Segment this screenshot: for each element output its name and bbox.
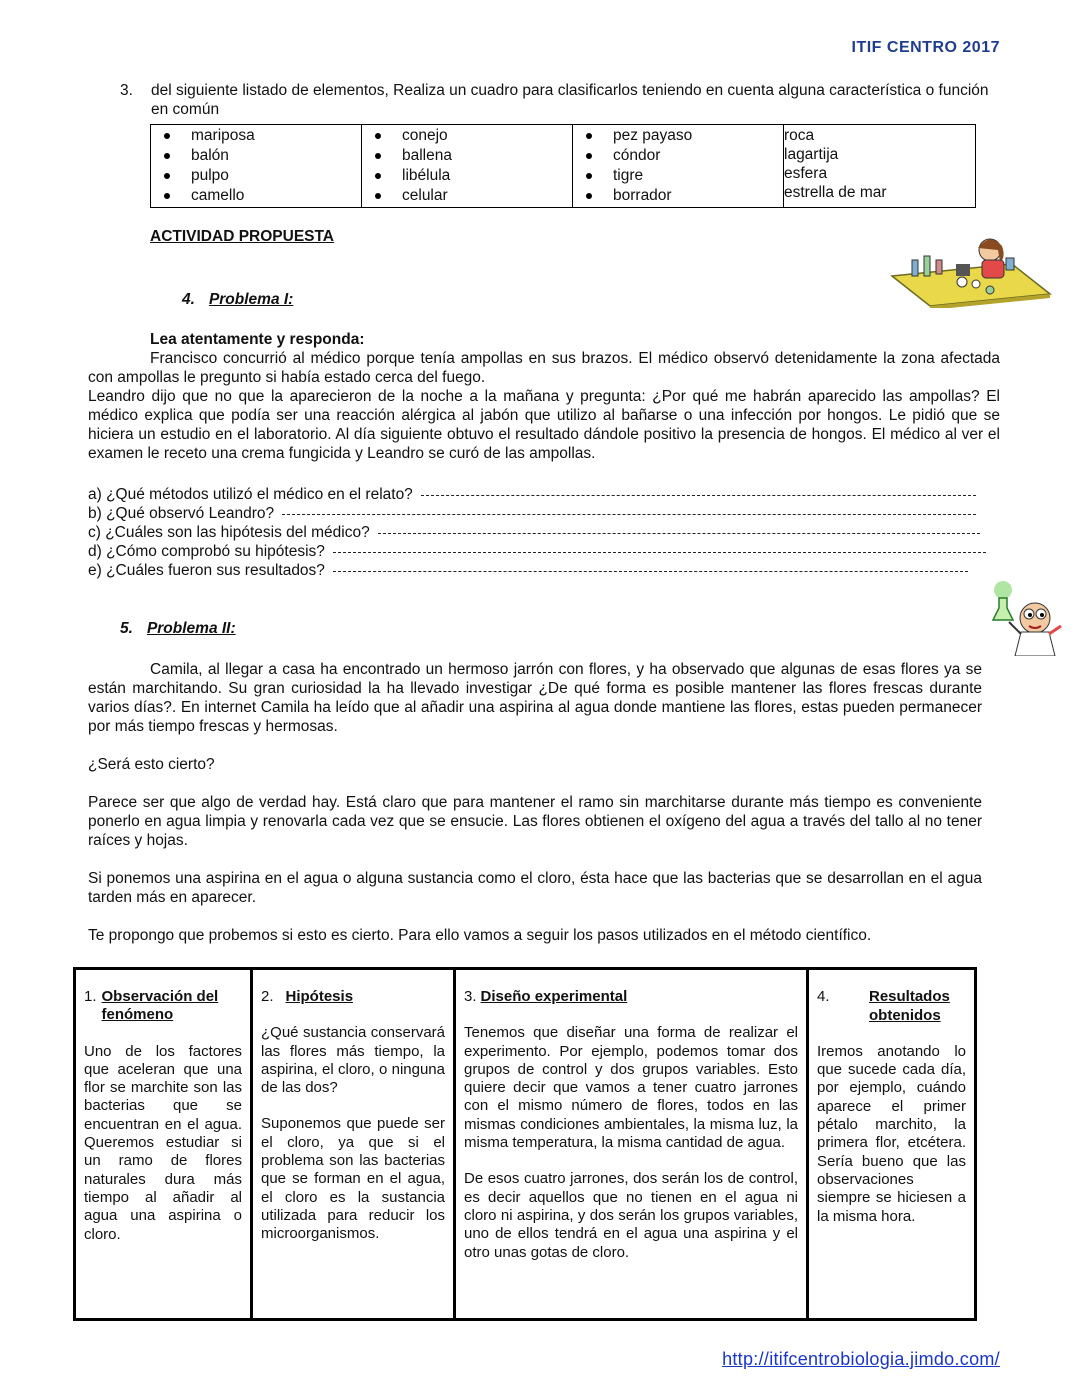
column-heading (84, 988, 242, 1025)
question-item: e) ¿Cuáles fueron sus resultados? (88, 562, 325, 579)
list-item: pez payaso (613, 126, 779, 146)
method-column-hypothesis (252, 969, 455, 1320)
problem-1-heading (182, 290, 293, 309)
elements-column-1 (151, 125, 362, 208)
questions-list (88, 485, 988, 580)
problem-title: Problema II: (146, 620, 236, 637)
list-item: esfera (784, 165, 828, 182)
question-item: c) ¿Cuáles son las hipótesis del médico? (88, 524, 370, 541)
scientist-illustration (985, 576, 1065, 656)
list-item: pulpo (191, 166, 357, 186)
column-heading (261, 988, 445, 1006)
question-item: d) ¿Cómo comprobó su hipótesis? (88, 543, 325, 560)
problem-number: 4. (182, 291, 195, 308)
story-paragraph: Francisco concurrió al médico porque tenía ampollas en sus brazos. El médico observó detenidamente la zona afectada con ampollas le pregunto si había estado cerca del fuego. (88, 350, 1000, 386)
problem-number: 5. (120, 620, 133, 637)
column-heading (817, 988, 966, 1025)
list-item: lagartija (784, 146, 839, 163)
elements-column-3 (573, 125, 784, 208)
method-column-design (455, 969, 808, 1320)
column-title: Observación del fenómeno (101, 988, 219, 1024)
problem-title: Problema I: (208, 291, 294, 308)
instruction: Lea atentamente y responda: (150, 331, 365, 348)
list-item: conejo (402, 126, 568, 146)
list-item: tigre (613, 166, 779, 186)
story-paragraph: Camila, al llegar a casa ha encontrado un hermoso jarrón con flores, y ha observado que algunas de esas flores ya se están marchitando. Su gran curiosidad la ha llevado investigar ¿De qué forma es posible mantener las flores frescas durante varios días?. En internet Camila ha leído que al añadir una aspirina al agua donde mantiene las flores, estas pueden permanecer por más tiempo frescas y hermosas. (88, 661, 982, 735)
list-item: ballena (402, 146, 568, 166)
story-paragraph: ¿Será esto cierto? (88, 756, 215, 773)
column-number: 1. (84, 988, 97, 1005)
column-text: De esos cuatro jarrones, dos serán los de control, es decir aquellos que no tienen en el agua ni cloro ni aspirina, y dos serán los grupos variables, uno de ellos tendrá en el agua una aspirina y el otro unas gotas de cloro. (464, 1170, 798, 1261)
problem-2-text (88, 660, 982, 945)
activity-heading: ACTIVIDAD PROPUESTA (150, 228, 335, 245)
elements-table (150, 124, 976, 208)
list-item: libélula (402, 166, 568, 186)
question-item: b) ¿Qué observó Leandro? (88, 505, 275, 522)
method-column-observation (75, 969, 252, 1320)
answer-line (282, 514, 976, 515)
header-title: ITIF CENTRO 2017 (851, 39, 1000, 56)
column-heading (464, 988, 798, 1006)
column-text: Suponemos que puede ser el cloro, ya que si el problema son las bacterias que se forman en el agua, el cloro es la sustancia utilizada para reducir los microorganismos. (261, 1115, 445, 1243)
list-item: borrador (613, 186, 779, 206)
column-number: 3. (464, 988, 477, 1005)
story-paragraph: Parece ser que algo de verdad hay. Está claro que para mantener el ramo sin marchitarse durante más tiempo es conveniente ponerlo en agua limpia y renovarla cada vez que se ensucie. Las flores obtienen el oxígeno del agua a través del tallo al no tener raíces y hojas. (88, 794, 982, 849)
question-item: a) ¿Qué métodos utilizó el médico en el relato? (88, 486, 413, 503)
column-text: Tenemos que diseñar una forma de realizar el experimento. Por ejemplo, podemos tomar dos grupos de control y dos grupos variables. Esto quiere decir que vamos a tener cuatro jarrones con el mismo número de flores, todos en las mismas condiciones ambientales, la misma luz, la misma temperatura, la misma cantidad de agua. (464, 1024, 798, 1152)
answer-line (421, 495, 976, 496)
story-text (88, 349, 1000, 463)
elements-column-4 (784, 125, 976, 208)
answer-line (333, 571, 968, 572)
list-item: roca (784, 127, 815, 144)
list-item: celular (402, 186, 568, 206)
column-title: Resultados obtenidos (869, 988, 950, 1024)
column-text: Uno de los factores que aceleran que una flor se marchite son las bacterias que se encuentran en el agua. Queremos estudiar si un ramo de flores naturales dura más tiempo al añadir al agua una aspirina o cloro. (84, 1042, 242, 1243)
list-item: cóndor (613, 146, 779, 166)
story-paragraph: Te propongo que probemos si esto es cierto. Para ello vamos a seguir los pasos utilizados en el método científico. (88, 927, 872, 944)
list-item: mariposa (191, 126, 357, 146)
elements-column-2 (362, 125, 573, 208)
lab-scientist-illustration (890, 238, 1052, 308)
list-item: camello (191, 186, 357, 206)
answer-line (333, 552, 986, 553)
question-number: 3. (120, 82, 133, 99)
list-item: estrella de mar (784, 184, 887, 201)
scientific-method-table (73, 967, 977, 1321)
footer-link[interactable]: http://itifcentrobiologia.jimdo.com/ (722, 1349, 1000, 1369)
column-title: Diseño experimental (480, 988, 628, 1005)
column-title: Hipótesis (285, 988, 354, 1005)
column-number: 4. (817, 988, 830, 1005)
problem-2-heading (120, 619, 236, 638)
story-paragraph: Leandro dijo que no que la aparecieron de la noche a la mañana y pregunta: ¿Por qué me habrán aparecido las ampollas? El médico explica que podía ser una reacción alérgica al jabón que utilizo al bañarse o una infección por hongos. Le pidió que se hiciera un estudio en el laboratorio. Al día siguiente obtuvo el resultado dándole positivo la presencia de hongos. El médico al ver el examen le receto una crema fungicida y Leandro se curó de las ampollas. (88, 388, 1000, 462)
answer-line (378, 533, 980, 534)
column-text: ¿Qué sustancia conservará las flores más tiempo, la aspirina, el cloro, o ninguna de las dos? (261, 1024, 445, 1097)
question-text: del siguiente listado de elementos, Realiza un cuadro para clasificarlos teniendo en cuenta alguna característica o función en común (151, 82, 989, 118)
list-item: balón (191, 146, 357, 166)
column-text: Iremos anotando lo que sucede cada día, por ejemplo, cuándo aparece el primer pétalo marchito, la primera flor, etcétera. Sería bueno que las observaciones siempre se hiciesen a la misma hora. (817, 1042, 966, 1225)
method-column-results (808, 969, 976, 1320)
column-number: 2. (261, 988, 274, 1005)
story-paragraph: Si ponemos una aspirina en el agua o alguna sustancia como el cloro, ésta hace que las bacterias que se desarrollan en el agua tarden más en aparecer. (88, 870, 982, 906)
